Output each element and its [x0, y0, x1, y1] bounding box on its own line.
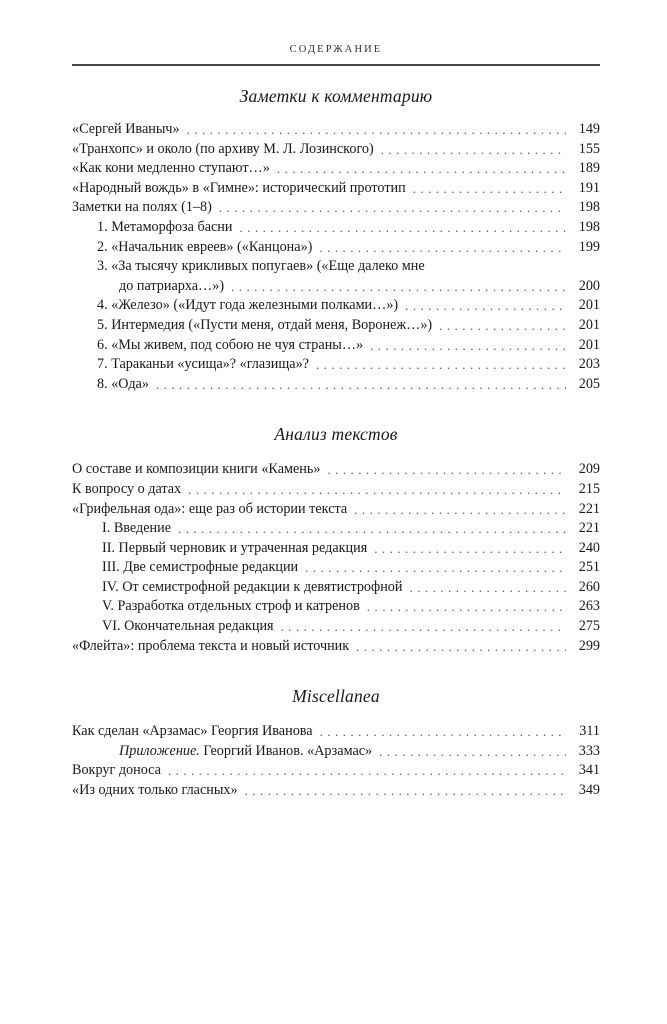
toc-entry-list	[72, 120, 600, 394]
toc-entry[interactable]	[72, 637, 600, 657]
toc-entry[interactable]	[72, 558, 600, 578]
toc-page-number: 198	[578, 218, 600, 235]
toc-entry[interactable]	[72, 140, 600, 160]
toc-page-number: 149	[578, 121, 600, 137]
toc-entry[interactable]	[72, 316, 600, 336]
toc-page-number: 201	[578, 297, 600, 314]
toc-page-number: 189	[578, 160, 600, 177]
dot-leader	[219, 203, 566, 218]
dot-leader	[319, 242, 566, 257]
toc-page-number: 221	[578, 500, 600, 517]
toc-entry[interactable]	[72, 159, 600, 179]
toc-page-number: 341	[578, 762, 600, 779]
toc-page-number: 240	[578, 539, 600, 556]
toc-page-number: 349	[578, 782, 600, 799]
toc-entry[interactable]	[72, 120, 600, 140]
toc-entry[interactable]	[72, 781, 600, 801]
toc-page-number: 311	[579, 723, 600, 740]
dot-leader	[168, 766, 566, 781]
toc-entry-italic-prefix: Приложение.	[119, 742, 200, 759]
toc-entry-label: 1. Метаморфоза басни	[97, 218, 233, 235]
toc-entry[interactable]	[72, 480, 600, 500]
toc-entry[interactable]	[72, 460, 600, 480]
toc-entry-label: 8. «Ода»	[97, 375, 149, 392]
toc-page-number: 201	[578, 336, 600, 353]
dot-leader	[405, 301, 566, 316]
toc-page-number: 203	[578, 356, 600, 373]
toc-entry-label: до патриарха…»)	[119, 277, 225, 294]
dot-leader	[439, 321, 566, 336]
dot-leader	[277, 164, 566, 179]
dot-leader	[187, 125, 566, 140]
dot-leader	[432, 262, 566, 277]
dot-leader	[356, 641, 566, 656]
toc-entry-label: «Флейта»: проблема текста и новый источник	[72, 637, 350, 654]
toc-page-number: 221	[578, 520, 600, 537]
toc-entry[interactable]	[72, 218, 600, 238]
running-head: СОДЕРЖАНИЕ	[289, 44, 383, 55]
section-title: Заметки к комментарию	[239, 86, 433, 106]
toc-page-number: 209	[578, 461, 600, 478]
toc-entry-label: Как сделан «Арзамас» Георгия Иванова	[72, 723, 313, 740]
dot-leader	[413, 183, 566, 198]
toc-entry-label: 4. «Железо» («Идут года железными полками…»)	[97, 297, 399, 314]
toc-entry-list	[72, 460, 600, 656]
dot-leader	[178, 524, 566, 539]
dot-leader	[281, 622, 566, 637]
toc-entry-label: 7. Тараканьи «усища»? «глазища»?	[97, 356, 309, 373]
dot-leader	[231, 281, 566, 296]
toc-entry[interactable]	[72, 761, 600, 781]
toc-page-number: 215	[578, 480, 600, 497]
toc-entry[interactable]	[72, 277, 600, 297]
dot-leader	[410, 582, 567, 597]
dot-leader	[188, 485, 566, 500]
dot-leader	[245, 786, 566, 801]
toc-entry[interactable]	[72, 742, 600, 762]
toc-entry-label: «Грифельная ода»: еще раз об истории текста	[72, 500, 348, 517]
toc-entry-label: Приложение. Георгий Иванов. «Арзамас»	[119, 742, 373, 759]
toc-entry[interactable]	[72, 257, 600, 277]
toc-page-number: 333	[578, 742, 600, 759]
dot-leader	[367, 602, 566, 617]
toc-entry[interactable]	[72, 179, 600, 199]
toc-entry-label: VI. Окончательная редакция	[102, 618, 274, 635]
toc-entry-label: Заметки на полях (1–8)	[72, 199, 212, 216]
toc-entry[interactable]	[72, 722, 600, 742]
toc-entry-label: 3. «За тысячу крикливых попугаев» («Еще далеко мне	[97, 258, 425, 275]
dot-leader	[374, 543, 566, 558]
toc-entry-label: «Как кони медленно ступают…»	[72, 160, 270, 177]
toc-entry[interactable]	[72, 519, 600, 539]
toc-page-number: 263	[578, 598, 600, 615]
toc-entry-list	[72, 722, 600, 800]
toc-page-number: 299	[578, 637, 600, 654]
section-title: Miscellanea	[292, 686, 380, 707]
toc-entry-label: I. Введение	[102, 520, 172, 537]
dot-leader	[316, 360, 566, 375]
toc-entry[interactable]	[72, 375, 600, 395]
toc-entry[interactable]	[72, 198, 600, 218]
toc-entry[interactable]	[72, 500, 600, 520]
dot-leader	[156, 379, 566, 394]
header-rule	[72, 64, 600, 66]
toc-entry-label: 6. «Мы живем, под собою не чуя страны…»	[97, 336, 364, 353]
toc-entry-label: О составе и композиции книги «Камень»	[72, 461, 321, 478]
toc-entry-label: Вокруг доноса	[72, 762, 161, 779]
toc-entry-label: IV. От семистрофной редакции к девятистрофной	[102, 578, 403, 595]
dot-leader	[239, 223, 566, 238]
toc-entry-label: К вопросу о датах	[72, 480, 182, 497]
section-title: Анализ текстов	[274, 424, 398, 445]
toc-entry[interactable]	[72, 238, 600, 258]
toc-entry[interactable]	[72, 355, 600, 375]
dot-leader	[381, 144, 566, 159]
toc-entry[interactable]	[72, 336, 600, 356]
toc-page-number: 199	[578, 238, 600, 255]
table-of-contents	[72, 74, 600, 801]
toc-page-number: 201	[578, 316, 600, 333]
toc-page-number: 155	[578, 140, 600, 157]
toc-entry[interactable]	[72, 597, 600, 617]
toc-page-number: 260	[578, 578, 600, 595]
dot-leader	[305, 563, 566, 578]
dot-leader	[379, 746, 566, 761]
toc-entry[interactable]	[72, 296, 600, 316]
dot-leader	[327, 465, 566, 480]
dot-leader	[320, 727, 566, 742]
toc-entry-label: II. Первый черновик и утраченная редакция	[102, 539, 368, 556]
toc-entry-label: V. Разработка отдельных строф и катренов	[102, 598, 360, 615]
toc-entry-label: «Из одних только гласных»	[72, 782, 238, 799]
dot-leader	[370, 340, 566, 355]
toc-entry-label: 2. «Начальник евреев» («Канцона»)	[97, 238, 313, 255]
toc-entry-label: «Транхопс» и около (по архиву М. Л. Лозинского)	[72, 140, 374, 157]
dot-leader	[354, 504, 566, 519]
toc-entry[interactable]	[72, 578, 600, 598]
toc-entry[interactable]	[72, 617, 600, 637]
toc-page-number: 191	[578, 179, 600, 196]
toc-page-number: 205	[578, 375, 600, 392]
toc-page-number: 251	[578, 559, 600, 576]
toc-entry-label: «Сергей Иваныч»	[72, 121, 180, 137]
toc-entry[interactable]	[72, 539, 600, 559]
toc-page-number: 200	[578, 277, 600, 294]
toc-page-number: 275	[578, 618, 600, 635]
toc-entry-label: III. Две семистрофные редакции	[102, 559, 299, 576]
toc-entry-label: 5. Интермедия («Пусти меня, отдай меня, Воронеж…»)	[97, 316, 433, 333]
toc-page-number: 198	[578, 199, 600, 216]
toc-entry-label: «Народный вождь» в «Гимне»: исторический прототип	[72, 179, 406, 196]
